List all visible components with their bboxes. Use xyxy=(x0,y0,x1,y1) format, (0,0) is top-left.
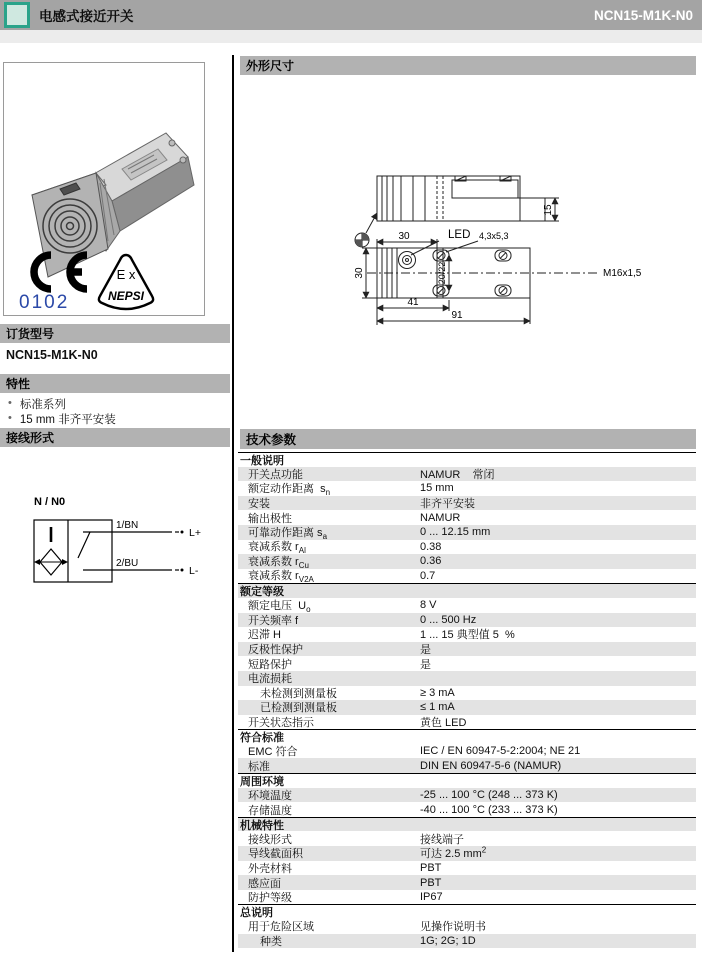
wiring-label: N / N0 xyxy=(34,496,66,508)
row-label: 衰减系数 $r_{Al}$ xyxy=(248,541,306,556)
page-header-bar xyxy=(0,0,702,30)
row-label: 可靠动作距离 $s_a$ xyxy=(248,526,328,541)
supply-plus-label: L+ xyxy=(189,527,201,539)
table-section-row xyxy=(238,904,696,919)
dim-30-top: 30 xyxy=(398,231,410,242)
row-value: 黄色 LED xyxy=(420,716,467,729)
row-value: DIN EN 60947-5-6 (NAMUR) xyxy=(420,759,562,772)
row-value: ≥ 3 mA xyxy=(420,686,455,699)
dim-15: 15 xyxy=(543,204,554,216)
table-row xyxy=(238,831,696,846)
brand-square-icon xyxy=(4,2,30,28)
dim-91: 91 xyxy=(451,310,463,321)
row-label: 总说明 xyxy=(240,907,273,920)
row-label: 防护等级 xyxy=(248,892,292,905)
product-model: NCN15-M1K-N0 xyxy=(593,7,693,23)
row-value: IEC / EN 60947-5-2:2004; NE 21 xyxy=(420,745,581,758)
row-value: 是 xyxy=(420,644,431,657)
section-dimensions: 外形尺寸 xyxy=(240,56,696,75)
table-section-row xyxy=(238,817,696,832)
row-label: 衰减系数 $r_{V2A}$ xyxy=(248,570,314,585)
row-value: 0 ... 12.15 mm xyxy=(420,526,491,539)
row-label: 感应面 xyxy=(248,877,281,890)
dim-41: 41 xyxy=(407,297,419,308)
row-label: 开关频率 f xyxy=(248,614,299,627)
row-label: 反极性保护 xyxy=(248,644,303,657)
table-row xyxy=(238,627,696,642)
tech-table xyxy=(238,452,696,948)
row-value: IP67 xyxy=(420,891,443,904)
table-row xyxy=(238,788,696,803)
feature-text: 标准系列 xyxy=(19,399,66,411)
dim-led-label: LED xyxy=(448,229,471,241)
table-row xyxy=(238,481,696,496)
row-value: 1G; 2G; 1D xyxy=(420,934,476,947)
table-row xyxy=(238,802,696,817)
ce-notified-body-number: 0102 xyxy=(19,292,70,313)
row-label: 标准 xyxy=(248,760,270,773)
row-label: 周围环境 xyxy=(240,775,284,788)
section-order-designation: 订货型号 xyxy=(0,324,230,343)
row-value: 1 ... 15 典型值 5 % xyxy=(420,629,515,642)
row-label: 额定电压 $U_o$ xyxy=(248,599,311,614)
section-connection-type: 接线形式 xyxy=(0,428,230,447)
table-section-row xyxy=(238,452,696,467)
table-row xyxy=(238,700,696,715)
row-value: ≤ 1 mA xyxy=(420,701,455,714)
wiring-diagram xyxy=(28,492,213,597)
table-row xyxy=(238,934,696,949)
row-value: 8 V xyxy=(420,599,437,612)
table-row xyxy=(238,656,696,671)
row-value: 15 mm xyxy=(420,482,454,495)
row-value: PBT xyxy=(420,861,442,874)
dim-thread-label: M16x1,5 xyxy=(603,268,642,279)
nepsi-ex-text: E x xyxy=(116,267,136,282)
bullet-icon: • xyxy=(8,397,12,409)
dim-slot-label: 4,3x5,3 xyxy=(479,231,509,241)
row-value: 接线端子 xyxy=(420,833,464,846)
feature-text: 15 mm 非齐平安装 xyxy=(19,414,116,426)
row-value: PBT xyxy=(420,876,442,889)
dimension-drawing xyxy=(345,163,695,333)
row-label: EMC 符合 xyxy=(248,746,298,759)
dim-20-22: 20/22 xyxy=(437,261,447,285)
bullet-icon: • xyxy=(8,412,12,424)
table-row xyxy=(238,919,696,934)
row-label: 环境温度 xyxy=(248,789,292,802)
row-label: 安装 xyxy=(248,498,270,511)
row-label: 衰减系数 $r_{Cu}$ xyxy=(248,555,309,571)
table-row xyxy=(238,861,696,876)
row-value: NAMUR 常闭 xyxy=(420,468,495,481)
table-row xyxy=(238,642,696,657)
table-section-row xyxy=(238,729,696,744)
row-label: 输出极性 xyxy=(248,512,292,525)
table-row xyxy=(238,686,696,701)
supply-minus-label: L- xyxy=(189,565,199,577)
row-value: 是 xyxy=(420,658,431,671)
row-value: NAMUR xyxy=(420,511,461,524)
nepsi-ex-mark-icon xyxy=(94,251,158,313)
table-row xyxy=(238,715,696,730)
row-value: -25 ... 100 °C (248 ... 373 K) xyxy=(420,788,558,801)
row-label: 符合标准 xyxy=(240,732,284,745)
row-value: 见操作说明书 xyxy=(420,921,486,934)
header-substrip xyxy=(0,30,702,43)
row-label: 外壳材料 xyxy=(248,862,292,875)
nepsi-name-text: NEPSI xyxy=(107,289,145,303)
ce-mark-icon xyxy=(19,249,91,295)
table-row xyxy=(238,890,696,905)
row-value: 0.7 xyxy=(420,570,436,583)
row-label: 开关状态指示 xyxy=(248,716,314,729)
row-value: 0 ... 500 Hz xyxy=(420,613,477,626)
feature-item xyxy=(8,411,116,427)
table-row xyxy=(238,496,696,511)
column-divider xyxy=(232,55,234,952)
table-row xyxy=(238,846,696,861)
row-label: 额定等级 xyxy=(240,586,284,599)
table-row xyxy=(238,569,696,584)
row-value: 非齐平安装 xyxy=(420,498,475,511)
row-value: -40 ... 100 °C (233 ... 373 K) xyxy=(420,803,558,816)
row-label: 导线截面积 xyxy=(248,848,303,861)
terminal-bottom-label: 2/BU xyxy=(116,558,139,569)
row-value: 0.36 xyxy=(420,555,442,568)
page-title: 电感式接近开关 xyxy=(39,9,134,24)
row-label: 一般说明 xyxy=(240,454,284,467)
terminal-top-label: 1/BN xyxy=(116,520,139,531)
row-label: 未检测到测量板 xyxy=(260,687,337,700)
section-features: 特性 xyxy=(0,374,230,393)
table-row xyxy=(238,671,696,686)
row-label: 电流损耗 xyxy=(248,673,292,686)
row-value: 可达 2.5 $mm^2$ xyxy=(420,845,487,861)
table-row xyxy=(238,875,696,890)
row-label: 迟滞 H xyxy=(248,629,281,642)
row-label: 种类 xyxy=(260,935,282,948)
row-label: 用于危险区域 xyxy=(248,921,314,934)
row-label: 开关点功能 xyxy=(248,468,303,481)
feature-item xyxy=(8,396,66,412)
row-label: 接线形式 xyxy=(248,833,292,846)
section-technical-data: 技术参数 xyxy=(240,429,696,449)
row-value: 0.38 xyxy=(420,540,442,553)
table-row xyxy=(238,758,696,773)
row-label: 额定动作距离 $s_n$ xyxy=(248,482,331,498)
row-label: 存储温度 xyxy=(248,804,292,817)
row-label: 已检测到测量板 xyxy=(260,702,337,715)
table-row xyxy=(238,613,696,628)
product-photo-frame xyxy=(3,62,205,316)
dim-30-left: 30 xyxy=(354,267,365,279)
order-number: NCN15-M1K-N0 xyxy=(6,348,98,362)
table-row xyxy=(238,744,696,759)
table-section-row xyxy=(238,773,696,788)
row-label: 短路保护 xyxy=(248,658,292,671)
row-label: 机械特性 xyxy=(240,819,284,832)
table-row xyxy=(238,598,696,613)
